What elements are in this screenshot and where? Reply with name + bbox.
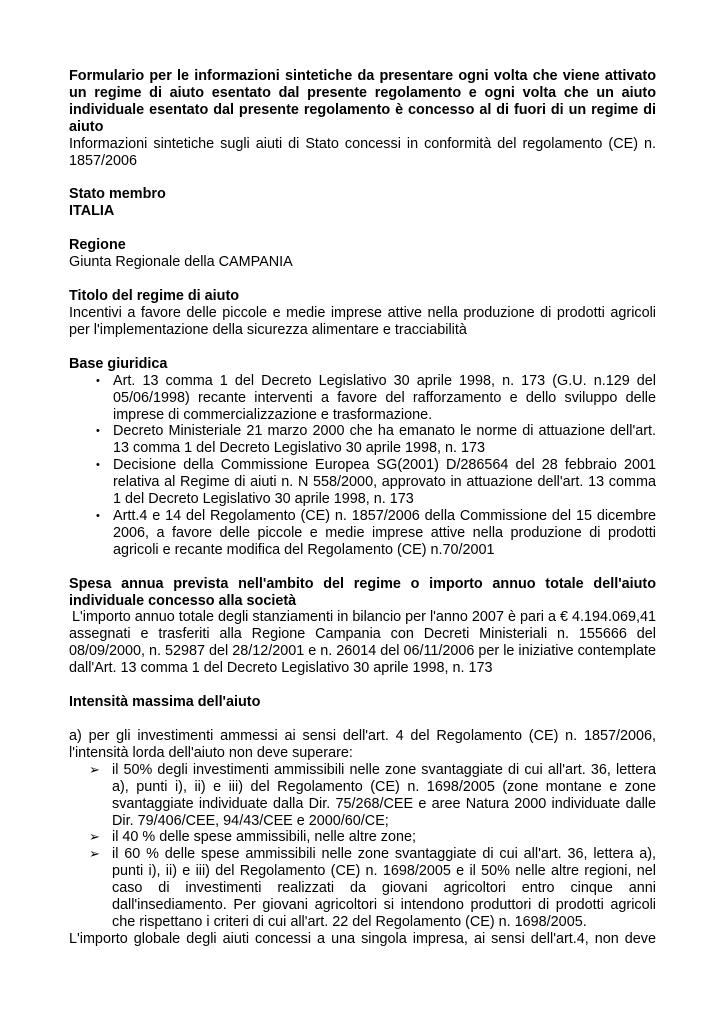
list-item-text: Art. 13 comma 1 del Decreto Legislativo 30 aprile 1998, n. 173 (G.U. n.129 del 05/06/1998) recante interventi a favore del rafforzamento e dello sviluppo delle imprese di commercializzazione e trasformazione. [113, 372, 656, 423]
list-item-text: il 50% degli investimenti ammissibili nelle zone svantaggiate di cui all'art. 36, lettera a), punti i), ii) e iii) del Regolamento (CE) n. 1698/2005 (zone montane e zone svantaggiate individuate dalla Dir. 75/268/CEE e aree Natura 2000 individuate dalle Dir. 79/406/CEE, 94/43/CEE e 2000/60/CE; [112, 761, 656, 829]
list-item [69, 829, 656, 846]
titolo-value: Incentivi a favore delle piccole e medie imprese attive nella produzione di prodotti agricoli per l'implementazione della sicurezza alimentare e tracciabilità [69, 304, 656, 338]
base-giuridica-list [69, 373, 656, 559]
titolo-label: Titolo del regime di aiuto [69, 288, 240, 305]
spesa-label: Spesa annua prevista nell'ambito del regime o importo annuo totale dell'aiuto individuale concesso alla società [69, 575, 656, 609]
stato-membro-value: ITALIA [69, 203, 115, 220]
spesa-value: L'importo annuo totale degli stanziamenti in bilancio per l'anno 2007 è pari a € 4.194.069,41 assegnati e trasferiti alla Regione Campania con Decreti Ministeriali n. 155666 del 08/09/2000, n. 52987 del 28/12/2001 e n. 26014 del 06/11/2006 per le iniziative contemplate dall'Art. 13 comma 1 del Decreto Legislativo 30 aprile 1998, n. 173 [69, 609, 657, 677]
bullet-icon: • [96, 374, 100, 387]
list-item [69, 373, 656, 424]
spacer [69, 169, 656, 186]
spacer [69, 271, 656, 288]
list-item-text: Decreto Ministeriale 21 marzo 2000 che ha emanato le norme di attuazione dell'art. 13 comma 1 del Decreto Legislativo 30 aprile 1998, n. 173 [113, 423, 656, 457]
spacer [69, 559, 656, 576]
list-item-text: il 60 % delle spese ammissibili nelle zone svantaggiate di cui all'art. 36, lettera a), punti i), ii) e iii) del Regolamento (CE) n. 1698/2005 e il 50% nelle altre regioni, nel caso di investimenti realizzati da giovani agricoltori entro cinque anni dall'insediamento. Per giovani agricoltori si intendono produttori di prodotti agricoli che rispettano i criteri di cui all'art. 22 del Regolamento (CE) n. 1698/2005. [112, 846, 656, 930]
list-item-text: Artt.4 e 14 del Regolamento (CE) n. 1857/2006 della Commissione del 15 dicembre 2006, a favore delle piccole e medie imprese attive nella produzione di prodotti agricoli e recante modifica del Regolamento (CE) n.70/2001 [113, 507, 656, 558]
list-item-text: il 40 % delle spese ammissibili, nelle altre zone; [112, 829, 416, 846]
list-item [69, 762, 656, 830]
list-item [69, 508, 656, 559]
arrow-icon: ➢ [89, 761, 100, 777]
list-item [69, 423, 656, 457]
bullet-icon: • [96, 459, 100, 472]
bullet-icon: • [96, 509, 100, 522]
spacer [69, 711, 656, 728]
arrow-icon: ➢ [89, 846, 100, 862]
form-title: Formulario per le informazioni sintetiche da presentare ogni volta che viene attivato un regime di aiuto esentato dal presente regolamento e ogni volta che un aiuto individuale esentato dal presente regolamento è concesso al di fuori di un regime di aiuto [69, 68, 656, 135]
list-item [69, 457, 656, 508]
intensita-list [69, 762, 656, 931]
spacer [69, 220, 656, 237]
regione-label: Regione [69, 237, 126, 254]
list-item-text: Decisione della Commissione Europea SG(2001) D/286564 del 28 febbraio 2001 relativa al Regime di aiuti n. N 558/2000, approvato in attuazione dell'art. 13 comma 1 del Decreto Legislativo 30 aprile 1998, n. 173 [113, 457, 656, 508]
form-subtitle: Informazioni sintetiche sugli aiuti di Stato concessi in conformità del regolamento (CE) n. 1857/2006 [69, 135, 656, 169]
intensita-label: Intensità massima dell'aiuto [69, 694, 261, 711]
regione-value: Giunta Regionale della CAMPANIA [69, 254, 293, 271]
document-page [69, 68, 656, 948]
spacer [69, 339, 656, 356]
intensita-tail: L'importo globale degli aiuti concessi a una singola impresa, ai sensi dell'art.4, non deve [69, 930, 656, 947]
base-giuridica-label: Base giuridica [69, 355, 168, 372]
intensita-intro: a) per gli investimenti ammessi ai sensi dell'art. 4 del Regolamento (CE) n. 1857/2006, l'intensità lorda dell'aiuto non deve superare: [69, 728, 656, 761]
bullet-icon: • [96, 425, 100, 438]
spacer [69, 677, 656, 694]
list-item [69, 846, 656, 931]
arrow-icon: ➢ [89, 829, 100, 845]
stato-membro-label: Stato membro [69, 186, 166, 203]
